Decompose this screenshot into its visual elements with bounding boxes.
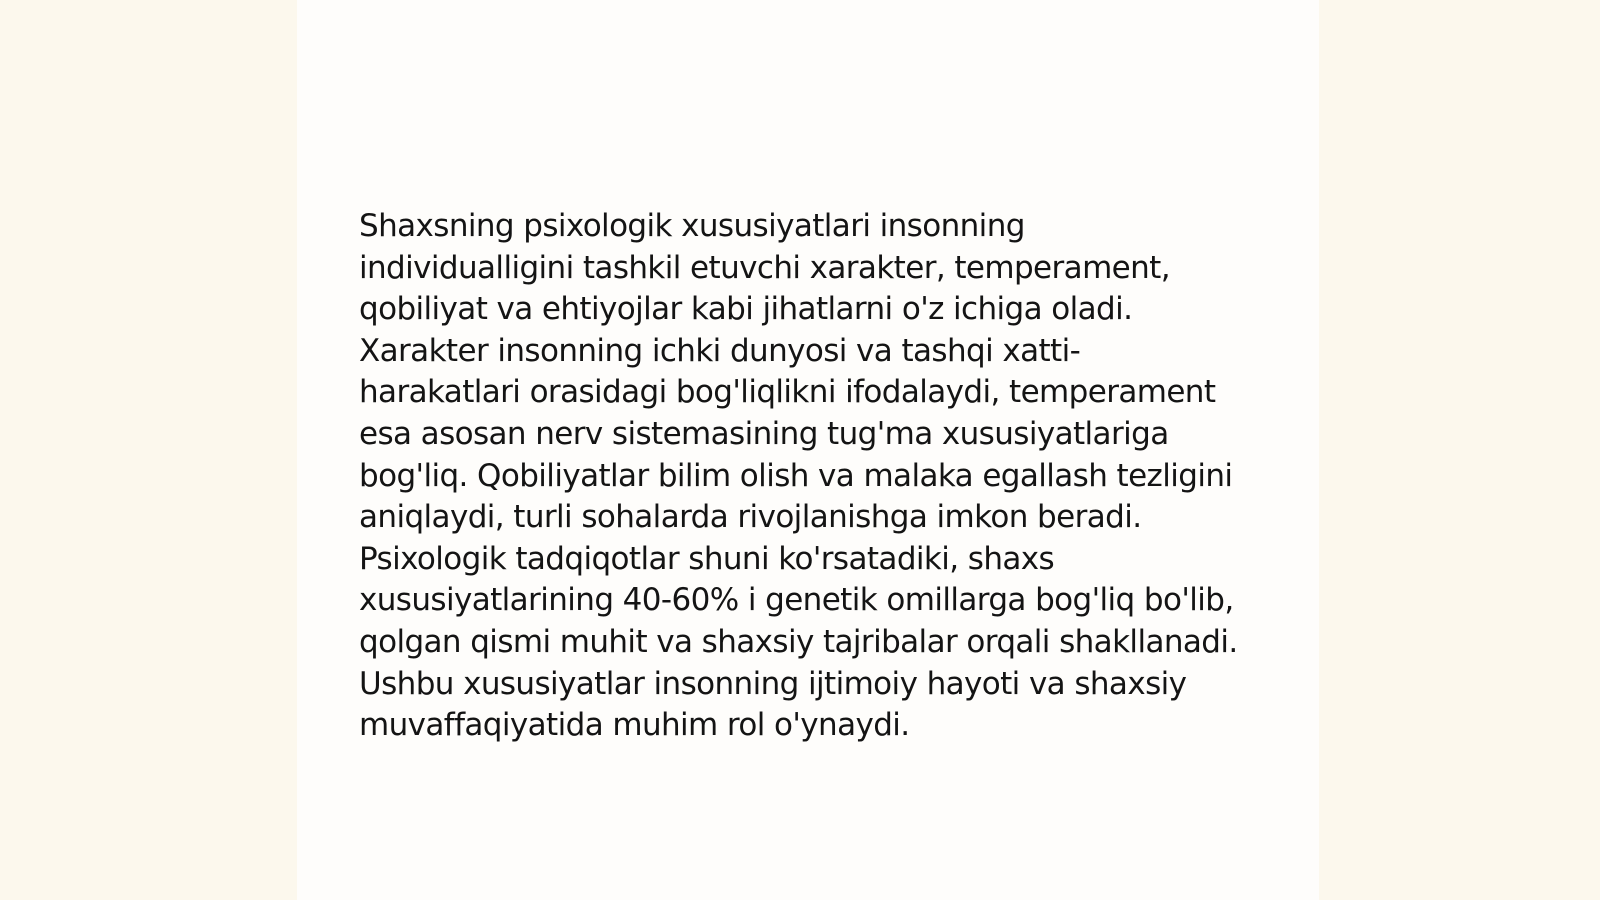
document-page: [297, 0, 1319, 900]
body-paragraph: Shaxsning psixologik xususiyatlari insonning individualligini tashkil etuvchi xarakter, temperament, qobiliyat va ehtiyojlar kabi jihatlarni o'z ichiga oladi. Xarakter insonning ichki dunyosi va tashqi xatti-harakatlari orasidagi bog'liqlikni ifodalaydi, temperament esa asosan nerv sistemasining tug'ma xususiyatlariga bog'liq. Qobiliyatlar bilim olish va malaka egallash tezligini aniqlaydi, turli sohalarda rivojlanishga imkon beradi. Psixologik tadqiqotlar shuni ko'rsatadiki, shaxs xususiyatlarining 40-60% i genetik omillarga bog'liq bo'lib, qolgan qismi muhit va shaxsiy tajribalar orqali shakllanadi. Ushbu xususiyatlar insonning ijtimoiy hayoti va shaxsiy muvaffaqiyatida muhim rol o'ynaydi.: [359, 208, 1238, 744]
